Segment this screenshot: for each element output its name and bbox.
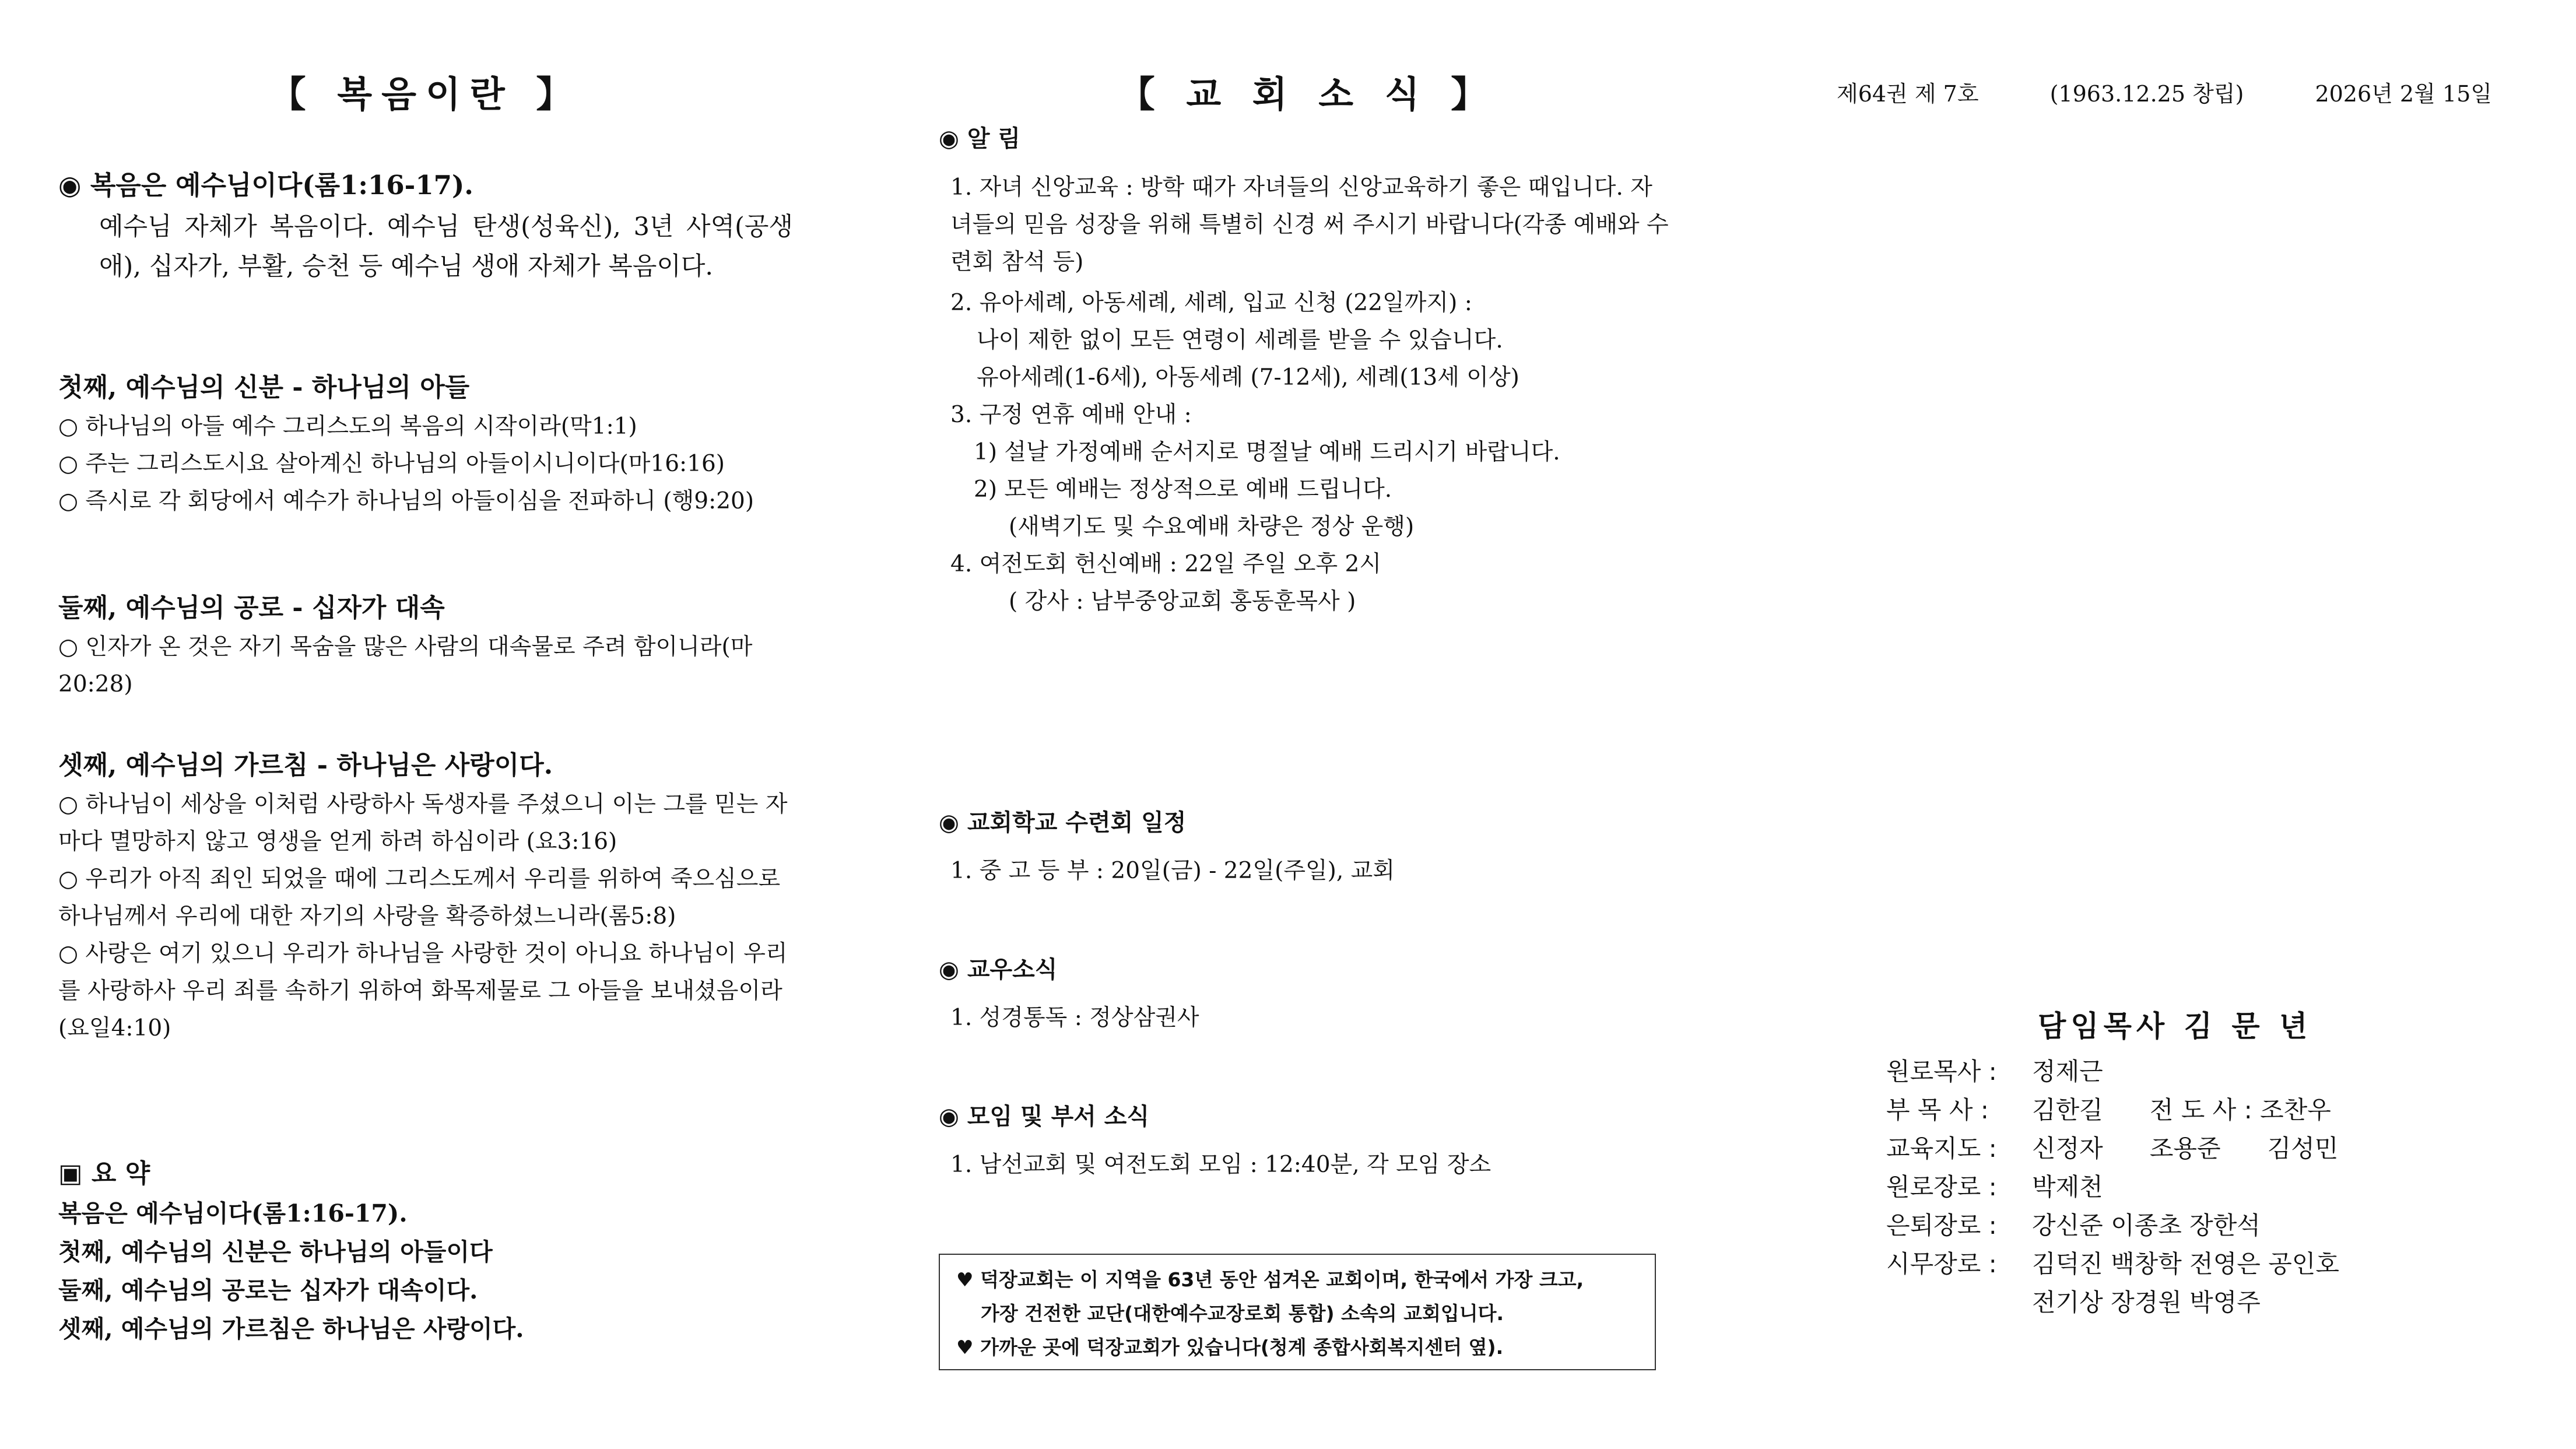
staff-label: 시무장로 : [1886, 1250, 1997, 1278]
list-item: ○ 하나님이 세상을 이처럼 사랑하사 독생자를 주셨으니 이는 그를 믿는 자마다 멸망하지 않고 영생을 얻게 하려 하심이라 (요3:16) [58, 791, 788, 855]
staff-row [1886, 1052, 2339, 1091]
staff-row [1886, 1245, 2339, 1283]
list-item: ○ 주는 그리스도시요 살아계신 하나님의 아들이시니이다(마16:16) [58, 451, 725, 477]
summary-list [58, 1194, 524, 1348]
staff-label: 원로목사 : [1886, 1057, 1997, 1086]
school-item: 1. 중 고 등 부 : 20일(금) - 22일(주일), 교회 [950, 858, 1395, 884]
first-heading: 첫째, 예수님의 신분 - 하나님의 아들 [58, 373, 470, 402]
list-item: ○ 하나님의 아들 예수 그리스도의 복음의 시작이라(막1:1) [58, 413, 637, 440]
info-line: ♥ 덕장교회는 이 지역을 63년 동안 섬겨온 교회이며, 한국에서 가장 크고, [956, 1268, 1584, 1291]
notice-item: 1) 설날 가정예배 순서지로 명절날 예배 드리시기 바랍니다. [974, 439, 1560, 465]
list-item: ○ 즉시로 각 회당에서 예수가 하나님의 아들이심을 전파하니 (행9:20) [58, 488, 754, 514]
summary-line: 첫째, 예수님의 신분은 하나님의 아들이다 [58, 1238, 493, 1266]
staff-value: 김덕진 백창학 전영은 공인호 [2032, 1250, 2339, 1278]
founded-date: (1963.12.25 창립) [2049, 81, 2244, 107]
meeting-heading: ◉ 모임 및 부서 소식 [939, 1103, 1150, 1130]
notice-item: (새벽기도 및 수요예배 차량은 정상 운행) [1009, 514, 1415, 540]
summary-line: 복음은 예수님이다(롬1:16-17). [58, 1199, 408, 1227]
summary-line: 셋째, 예수님의 가르침은 하나님은 사랑이다. [58, 1315, 524, 1343]
gospel-title: 【 복음이란 】 [269, 73, 582, 115]
staff-value: 강신준 이종초 장한석 [2032, 1211, 2261, 1240]
info-line: ♥ 가까운 곳에 덕장교회가 있습니다(청계 종합사회복지센터 옆). [956, 1336, 1504, 1359]
staff-row [1886, 1129, 2339, 1168]
staff-label: 부 목 사 : [1886, 1096, 1989, 1124]
meeting-item: 1. 남선교회 및 여전도회 모임 : 12:40분, 각 모임 장소 [950, 1152, 1491, 1178]
staff-label: 은퇴장로 : [1886, 1211, 1997, 1240]
school-heading: ◉ 교회학교 수련회 일정 [939, 809, 1187, 836]
church-info-box [939, 1254, 1656, 1370]
second-heading: 둘째, 예수님의 공로 - 십자가 대속 [58, 593, 445, 623]
notice-item: 4. 여전도회 헌신예배 : 22일 주일 오후 2시 [950, 551, 1382, 577]
staff-value: 김한길 전 도 사 : 조찬우 [2032, 1096, 2331, 1124]
notice-item: 3. 구정 연휴 예배 안내 : [950, 402, 1192, 428]
staff-value: 박제천 [2032, 1173, 2103, 1201]
staff-row [1886, 1206, 2339, 1245]
notice-item: ( 강사 : 남부중앙교회 홍동훈목사 ) [1009, 588, 1356, 615]
staff-value: 전기상 장경원 박영주 [2032, 1288, 2261, 1317]
notice-item: 2. 유아세례, 아동세례, 세례, 입교 신청 (22일까지) : [950, 290, 1472, 316]
news-title: 【 교 회 소 식 】 [1118, 73, 1497, 115]
notice-item: 2) 모든 예배는 정상적으로 예배 드립니다. [974, 476, 1392, 503]
issue-date: 2026년 2월 15일 [2315, 81, 2492, 107]
notice-item: 유아세례(1-6세), 아동세례 (7-12세), 세례(13세 이상) [977, 364, 1519, 391]
volume-number: 제64권 제 7호 [1837, 81, 1979, 107]
notice-heading: ◉ 알 림 [939, 125, 1021, 152]
staff-row [1886, 1168, 2339, 1206]
third-heading: 셋째, 예수님의 가르침 - 하나님은 사랑이다. [58, 750, 553, 780]
summary-heading: ▣ 요 약 [58, 1159, 150, 1188]
staff-label: 원로장로 : [1886, 1173, 1997, 1201]
notice-item: 나이 제한 없이 모든 연령이 세례를 받을 수 있습니다. [977, 327, 1503, 353]
staff-value: 신정자 조용준 김성민 [2032, 1134, 2339, 1163]
info-line: 가장 건전한 교단(대한예수교장로회 통합) 소속의 교회입니다. [981, 1302, 1504, 1325]
gospel-intro-text: 예수님 자체가 복음이다. 예수님 탄생(성육신), 3년 사역(공생애), 십자가, 부활, 승천 등 예수님 생애 자체가 복음이다. [99, 212, 793, 281]
staff-label: 교육지도 : [1886, 1134, 1997, 1163]
third-list [58, 786, 793, 1047]
staff-row [1886, 1091, 2339, 1129]
member-heading: ◉ 교우소식 [939, 956, 1058, 983]
list-item: ○ 인자가 온 것은 자기 목숨을 많은 사람의 대속물로 주려 함이니라(마20:28) [58, 634, 753, 697]
notice-list [950, 169, 1673, 620]
list-item: ○ 사랑은 여기 있으니 우리가 하나님을 사랑한 것이 아니요 하나님이 우리를 사랑하사 우리 죄를 속하기 위하여 화목제물로 그 아들을 보내셨음이라(요일4:10) [58, 941, 788, 1041]
gospel-intro-heading: ◉ 복음은 예수님이다(롬1:16-17). [58, 170, 473, 201]
staff-value: 정제근 [2032, 1057, 2103, 1086]
summary-line: 둘째, 예수님의 공로는 십자가 대속이다. [58, 1276, 478, 1304]
second-list [58, 629, 793, 703]
staff-row [1886, 1283, 2339, 1322]
list-item: ○ 우리가 아직 죄인 되었을 때에 그리스도께서 우리를 위하여 죽으심으로 하나님께서 우리에 대한 자기의 사랑을 확증하셨느니라(롬5:8) [58, 866, 781, 929]
notice-item: 1. 자녀 신앙교육 : 방학 때가 자녀들의 신앙교육하기 좋은 때입니다. 자녀들의 믿음 성장을 위해 특별히 신경 써 주시기 바랍니다(각종 예배와 수련회 참석 등) [950, 174, 1669, 275]
first-list [58, 408, 793, 520]
staff-list [1886, 1052, 2339, 1322]
member-item: 1. 성경통독 : 정상삼권사 [950, 1005, 1199, 1031]
senior-pastor: 담임목사 김 문 년 [2038, 1009, 2312, 1043]
bulletin-header [1837, 76, 2536, 108]
